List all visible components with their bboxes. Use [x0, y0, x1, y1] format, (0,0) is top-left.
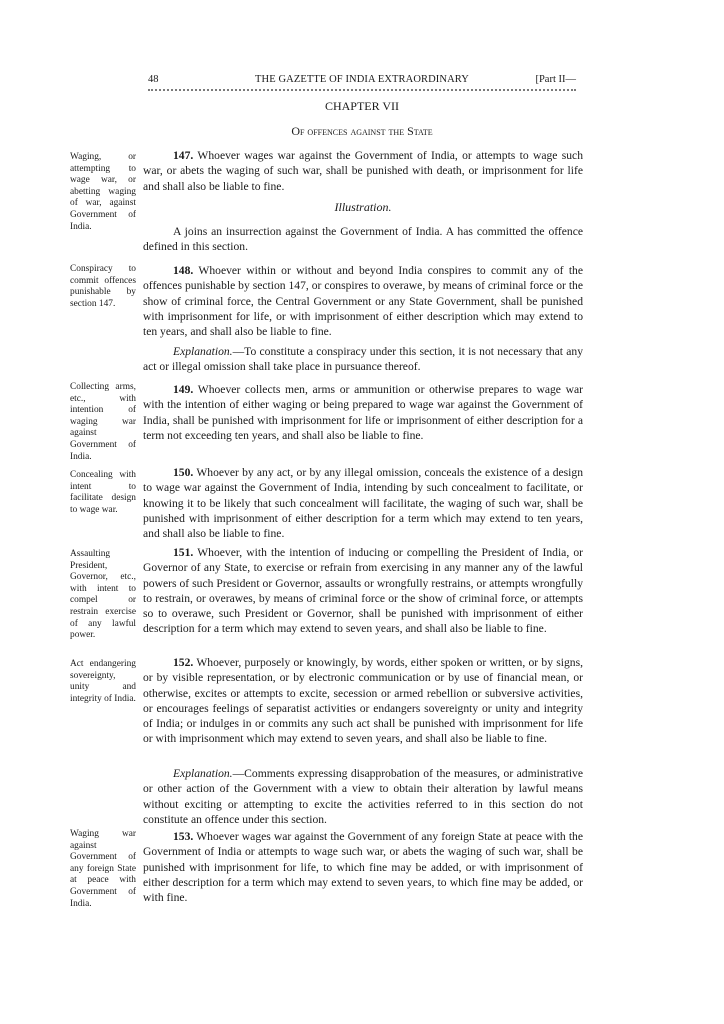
explanation-152: [143, 766, 583, 827]
margin-note-148: Conspiracy to commit offences punishable by section 147.: [70, 264, 136, 309]
section-number: 147.: [173, 149, 194, 162]
section-153: [143, 829, 583, 905]
illustration-heading: Illustration.: [334, 200, 392, 214]
explanation-label: Explanation.: [173, 767, 233, 780]
section-number: 153.: [173, 830, 194, 843]
section-151: [143, 545, 583, 637]
section-text: Whoever by any act, or by any illegal omission, conceals the existence of a design to wage war against the Government of India, intending by such concealment to facilitate, or knowing it to be likely that such concealment will facilitate, the waging of such war, shall be punished with imprisonment of either description for a term which may extend to ten years, and shall also be liable to fine.: [143, 466, 583, 541]
section-text: Whoever within or without and beyond India conspires to commit any of the offences punishable by section 147, or conspires to overawe, by means of criminal force or the show of criminal force, the Central Government or any State Government, shall be punished with imprisonment for life, or with imprisonment of either description which may extend to ten years, and shall also be liable to fine.: [143, 264, 583, 339]
section-147: [143, 148, 583, 194]
section-152: [143, 655, 583, 747]
section-number: 150.: [173, 466, 194, 479]
explanation-text: —To constitute a conspiracy under this section, it is not necessary that any act or illegal omission shall take place in pursuance thereof.: [143, 345, 583, 374]
margin-note-151: Assaulting President, Governor, etc., with intent to compel or restrain exercise of any lawful power.: [70, 549, 136, 641]
margin-note-147: Waging, or attempting to wage war, or abetting waging of war, against Government of India.: [70, 152, 136, 232]
illustration-text: A joins an insurrection against the Government of India. A has committed the offence defined in this section.: [143, 225, 583, 254]
page-header: [148, 74, 576, 88]
chapter-title: Of offences against the State: [291, 124, 433, 138]
margin-note-149: Collecting arms, etc., with intention of waging war against Government of India.: [70, 382, 136, 462]
section-text: Whoever collects men, arms or ammunition or otherwise prepares to wage war with the intention of either waging or being prepared to wage war against the Government of India, shall be punished with imprisonment for life or imprisonment of either description for a term not exceeding ten years, and shall also be liable to fine.: [143, 383, 583, 442]
section-149: [143, 382, 583, 443]
explanation-text: —Comments expressing disapprobation of the measures, or administrative or other action of the Government with a view to obtain their alteration by lawful means without exciting or attempting to excite the activities referred to in this section do not constitute an offence under this section.: [143, 767, 583, 826]
gazette-title: THE GAZETTE OF INDIA EXTRAORDINARY: [255, 74, 469, 85]
section-text: Whoever, with the intention of inducing or compelling the President of India, or Governor of any State, to exercise or refrain from exercising in any manner any of the lawful powers of such President or Governor, assaults or wrongfully restrains, or attempts wrongfully to restrain, or overawes, by means of criminal force or the show of criminal force, or attempts so to overawe, such President or Governor, shall be punished with imprisonment of either description for a term which may extend to seven years, and shall also be liable to fine.: [143, 546, 583, 636]
header-rule: [148, 89, 576, 91]
section-number: 152.: [173, 656, 194, 669]
section-number: 151.: [173, 546, 194, 559]
explanation-label: Explanation.: [173, 345, 233, 358]
margin-note-153: Waging war against Government of any foreign State at peace with Government of India.: [70, 829, 136, 909]
explanation-148: [143, 344, 583, 375]
chapter-heading: CHAPTER VII: [324, 99, 400, 113]
margin-note-152: Act endangering sovereignty, unity and integrity of India.: [70, 659, 136, 704]
section-150: [143, 465, 583, 541]
section-text: Whoever wages war against the Government of any foreign State at peace with the Government of India or attempts to wage such war, or abets the waging of such war, shall be punished with imprisonment for life, to which fine may be added, or with imprisonment of either description for a term which may extend to seven years, to which fine may be added, or with fine.: [143, 830, 583, 905]
section-text: Whoever, purposely or knowingly, by words, either spoken or written, or by signs, or by visible representation, or by electronic communication or by use of financial mean, or otherwise, excites or attempts to excite, secession or armed rebellion or subversive activities, or encourages feelings of separatist activities or endangers sovereignty or unity and integrity of India; or indulges in or commits any such act shall be punished with imprisonment for life or with imprisonment which may extend to seven years, and shall also be liable to fine.: [143, 656, 583, 746]
section-number: 149.: [173, 383, 194, 396]
page-number: 48: [148, 74, 159, 85]
margin-note-150: Concealing with intent to facilitate design to wage war.: [70, 470, 136, 515]
section-number: 148.: [173, 264, 194, 277]
part-label: [Part II—: [535, 74, 576, 85]
section-148: [143, 263, 583, 339]
section-text: Whoever wages war against the Government of India, or attempts to wage such war, or abets the waging of such war, shall be punished with death, or imprisonment for life and shall also be liable to fine.: [143, 149, 583, 193]
